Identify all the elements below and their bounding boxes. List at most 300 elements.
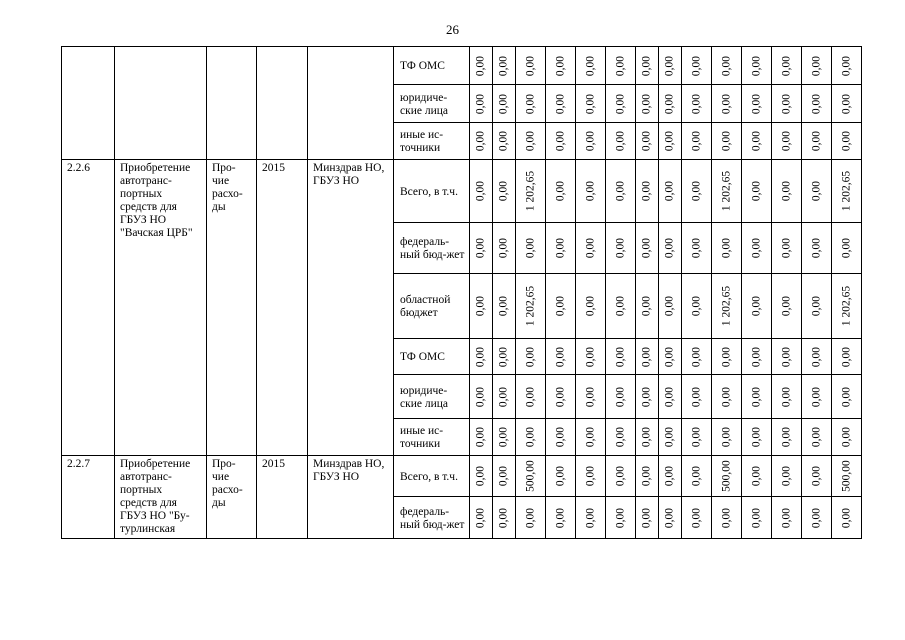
value-cell bbox=[772, 339, 802, 375]
value-text: 0,00 bbox=[663, 507, 676, 528]
value-text: 0,00 bbox=[750, 507, 762, 528]
value-cell bbox=[470, 375, 493, 419]
value-text: 0,00 bbox=[663, 295, 676, 317]
value-text: 0,00 bbox=[690, 426, 702, 448]
value-cell bbox=[802, 223, 832, 274]
value-text: 0,00 bbox=[720, 386, 732, 407]
value-cell bbox=[802, 123, 832, 160]
value-text: 0,00 bbox=[614, 386, 626, 407]
value-cell bbox=[470, 47, 493, 85]
value-text: 1 202,65 bbox=[840, 285, 852, 327]
value-text: 0,00 bbox=[497, 237, 510, 259]
value-text: 0,00 bbox=[810, 130, 822, 152]
value-text: 0,00 bbox=[750, 465, 762, 487]
value-text: 0,00 bbox=[554, 130, 566, 152]
value-cell bbox=[576, 419, 606, 456]
value-cell bbox=[636, 419, 659, 456]
value-text: 0,00 bbox=[663, 465, 676, 487]
value-cell bbox=[712, 419, 742, 456]
value-text: 0,00 bbox=[840, 93, 852, 114]
value-text: 0,00 bbox=[780, 130, 792, 152]
value-text: 0,00 bbox=[554, 507, 566, 528]
value-cell bbox=[772, 497, 802, 539]
value-cell bbox=[772, 123, 802, 160]
value-text: 0,00 bbox=[614, 507, 626, 528]
value-cell bbox=[546, 223, 576, 274]
value-cell bbox=[802, 47, 832, 85]
value-text: 0,00 bbox=[750, 237, 762, 259]
value-text: 0,00 bbox=[810, 386, 822, 407]
value-cell bbox=[682, 497, 712, 539]
value-cell bbox=[742, 47, 772, 85]
number-cell: 2.2.6 bbox=[62, 160, 115, 456]
value-cell bbox=[659, 123, 682, 160]
value-cell bbox=[470, 274, 493, 339]
value-cell bbox=[576, 497, 606, 539]
value-text: 0,00 bbox=[720, 426, 732, 448]
value-text: 0,00 bbox=[690, 507, 702, 528]
value-text: 1 202,65 bbox=[720, 285, 732, 327]
value-cell bbox=[802, 419, 832, 456]
value-text: 0,00 bbox=[810, 426, 822, 448]
value-cell bbox=[742, 456, 772, 497]
value-cell bbox=[470, 456, 493, 497]
value-text: 0,00 bbox=[750, 295, 762, 317]
value-text: 0,00 bbox=[614, 346, 626, 367]
value-cell bbox=[712, 456, 742, 497]
value-cell bbox=[636, 497, 659, 539]
value-text: 0,00 bbox=[663, 237, 676, 259]
value-cell bbox=[516, 47, 546, 85]
value-cell bbox=[742, 223, 772, 274]
value-text: 0,00 bbox=[780, 386, 792, 407]
value-text: 0,00 bbox=[614, 426, 626, 448]
value-cell bbox=[576, 274, 606, 339]
value-cell bbox=[802, 85, 832, 123]
value-cell bbox=[659, 456, 682, 497]
value-text: 0,00 bbox=[474, 386, 487, 407]
value-text: 0,00 bbox=[474, 426, 487, 448]
value-cell bbox=[712, 497, 742, 539]
name-cell: Приобретение автотранс-портных средств для ГБУЗ НО "Вачская ЦРБ" bbox=[115, 160, 207, 456]
value-text: 0,00 bbox=[780, 295, 792, 317]
value-cell bbox=[636, 274, 659, 339]
executor-cell: Минздрав НО, ГБУЗ НО bbox=[308, 160, 394, 456]
value-text: 0,00 bbox=[497, 386, 510, 407]
value-text: 0,00 bbox=[497, 55, 510, 76]
value-cell bbox=[546, 497, 576, 539]
value-cell bbox=[546, 456, 576, 497]
value-cell bbox=[606, 85, 636, 123]
value-cell bbox=[636, 223, 659, 274]
value-text: 0,00 bbox=[524, 93, 536, 114]
value-cell bbox=[832, 456, 862, 497]
value-text: 0,00 bbox=[720, 130, 732, 152]
value-cell bbox=[772, 375, 802, 419]
value-text: 0,00 bbox=[780, 93, 792, 114]
value-text: 0,00 bbox=[497, 130, 510, 152]
value-cell bbox=[606, 375, 636, 419]
value-cell bbox=[772, 419, 802, 456]
value-cell bbox=[636, 160, 659, 223]
value-text: 0,00 bbox=[497, 180, 510, 202]
value-text: 0,00 bbox=[690, 346, 702, 367]
value-text: 0,00 bbox=[690, 55, 702, 76]
value-text: 0,00 bbox=[584, 426, 596, 448]
value-text: 0,00 bbox=[614, 55, 626, 76]
table-row bbox=[62, 47, 862, 85]
budget-table bbox=[61, 46, 862, 539]
value-text: 0,00 bbox=[840, 237, 852, 259]
value-text: 0,00 bbox=[690, 295, 702, 317]
value-cell bbox=[712, 160, 742, 223]
value-cell bbox=[742, 375, 772, 419]
value-cell bbox=[832, 85, 862, 123]
value-text: 0,00 bbox=[640, 93, 653, 114]
value-cell bbox=[659, 223, 682, 274]
value-text: 0,00 bbox=[663, 55, 676, 76]
value-text: 0,00 bbox=[554, 386, 566, 407]
value-cell bbox=[470, 419, 493, 456]
value-text: 0,00 bbox=[640, 426, 653, 448]
value-cell bbox=[576, 85, 606, 123]
value-text: 0,00 bbox=[840, 346, 852, 367]
executor-cell bbox=[308, 47, 394, 160]
value-text: 0,00 bbox=[554, 426, 566, 448]
value-text: 0,00 bbox=[690, 386, 702, 407]
value-text: 0,00 bbox=[584, 55, 596, 76]
year-cell: 2015 bbox=[257, 456, 308, 539]
value-cell bbox=[772, 223, 802, 274]
value-cell bbox=[636, 339, 659, 375]
value-text: 0,00 bbox=[810, 346, 822, 367]
value-text: 0,00 bbox=[840, 55, 852, 76]
value-text: 1 202,65 bbox=[840, 170, 852, 212]
value-text: 0,00 bbox=[524, 55, 536, 76]
value-cell bbox=[772, 160, 802, 223]
value-text: 0,00 bbox=[474, 237, 487, 259]
value-cell bbox=[636, 85, 659, 123]
value-text: 0,00 bbox=[554, 346, 566, 367]
page-number: 26 bbox=[446, 22, 459, 37]
value-text: 0,00 bbox=[840, 507, 852, 528]
source-cell: юридиче-ские лица bbox=[394, 85, 470, 123]
value-cell bbox=[493, 160, 516, 223]
value-cell bbox=[546, 419, 576, 456]
value-cell bbox=[682, 456, 712, 497]
value-text: 500,00 bbox=[720, 460, 732, 492]
value-cell bbox=[802, 497, 832, 539]
value-cell bbox=[576, 47, 606, 85]
value-cell bbox=[493, 274, 516, 339]
value-cell bbox=[832, 274, 862, 339]
value-text: 0,00 bbox=[614, 180, 626, 202]
value-cell bbox=[576, 123, 606, 160]
value-text: 0,00 bbox=[584, 93, 596, 114]
value-cell bbox=[470, 160, 493, 223]
value-text: 0,00 bbox=[640, 180, 653, 202]
value-cell bbox=[772, 274, 802, 339]
value-text: 0,00 bbox=[614, 130, 626, 152]
value-text: 0,00 bbox=[554, 465, 566, 487]
source-cell: иные ис-точники bbox=[394, 123, 470, 160]
value-cell bbox=[802, 456, 832, 497]
value-cell bbox=[682, 47, 712, 85]
value-cell bbox=[682, 419, 712, 456]
value-cell bbox=[742, 85, 772, 123]
value-cell bbox=[516, 160, 546, 223]
value-cell bbox=[546, 47, 576, 85]
value-text: 0,00 bbox=[474, 93, 487, 114]
value-text: 0,00 bbox=[690, 237, 702, 259]
value-text: 0,00 bbox=[584, 237, 596, 259]
value-text: 0,00 bbox=[840, 426, 852, 448]
value-cell bbox=[606, 160, 636, 223]
category-cell bbox=[207, 47, 257, 160]
value-cell bbox=[802, 375, 832, 419]
value-text: 0,00 bbox=[524, 346, 536, 367]
value-cell bbox=[546, 123, 576, 160]
value-text: 0,00 bbox=[497, 465, 510, 487]
value-cell bbox=[772, 456, 802, 497]
value-cell bbox=[832, 160, 862, 223]
value-cell bbox=[546, 339, 576, 375]
value-text: 0,00 bbox=[474, 180, 487, 202]
value-text: 0,00 bbox=[840, 130, 852, 152]
source-cell: Всего, в т.ч. bbox=[394, 456, 470, 497]
value-text: 0,00 bbox=[750, 55, 762, 76]
value-cell bbox=[493, 123, 516, 160]
value-text: 0,00 bbox=[474, 507, 487, 528]
value-cell bbox=[659, 274, 682, 339]
value-text: 0,00 bbox=[614, 93, 626, 114]
value-cell bbox=[742, 497, 772, 539]
value-text: 1 202,65 bbox=[524, 170, 536, 212]
value-text: 0,00 bbox=[690, 465, 702, 487]
value-cell bbox=[516, 85, 546, 123]
value-cell bbox=[682, 339, 712, 375]
value-text: 0,00 bbox=[524, 237, 536, 259]
value-cell bbox=[516, 456, 546, 497]
value-cell bbox=[493, 497, 516, 539]
value-cell bbox=[516, 274, 546, 339]
value-cell bbox=[636, 123, 659, 160]
value-text: 0,00 bbox=[497, 346, 510, 367]
value-text: 0,00 bbox=[750, 386, 762, 407]
name-cell bbox=[115, 47, 207, 160]
source-cell: Всего, в т.ч. bbox=[394, 160, 470, 223]
value-cell bbox=[606, 497, 636, 539]
value-cell bbox=[606, 419, 636, 456]
value-text: 0,00 bbox=[497, 426, 510, 448]
value-text: 0,00 bbox=[690, 180, 702, 202]
value-text: 0,00 bbox=[614, 237, 626, 259]
value-cell bbox=[802, 274, 832, 339]
value-text: 0,00 bbox=[474, 55, 487, 76]
value-cell bbox=[712, 375, 742, 419]
source-cell: федераль-ный бюд-жет bbox=[394, 497, 470, 539]
value-cell bbox=[832, 339, 862, 375]
value-text: 0,00 bbox=[720, 55, 732, 76]
value-text: 0,00 bbox=[810, 55, 822, 76]
value-text: 0,00 bbox=[750, 426, 762, 448]
value-text: 0,00 bbox=[810, 295, 822, 317]
value-text: 0,00 bbox=[497, 295, 510, 317]
value-text: 0,00 bbox=[554, 237, 566, 259]
value-cell bbox=[742, 160, 772, 223]
value-text: 0,00 bbox=[640, 346, 653, 367]
value-cell bbox=[576, 223, 606, 274]
value-cell bbox=[832, 375, 862, 419]
value-cell bbox=[712, 85, 742, 123]
value-cell bbox=[516, 375, 546, 419]
value-text: 0,00 bbox=[614, 465, 626, 487]
value-cell bbox=[636, 456, 659, 497]
value-text: 0,00 bbox=[584, 346, 596, 367]
value-cell bbox=[636, 47, 659, 85]
value-cell bbox=[470, 339, 493, 375]
value-cell bbox=[493, 375, 516, 419]
value-cell bbox=[516, 419, 546, 456]
value-cell bbox=[516, 223, 546, 274]
value-text: 0,00 bbox=[584, 130, 596, 152]
value-cell bbox=[606, 339, 636, 375]
value-cell bbox=[712, 123, 742, 160]
value-text: 0,00 bbox=[663, 180, 676, 202]
value-text: 0,00 bbox=[780, 55, 792, 76]
value-text: 0,00 bbox=[720, 93, 732, 114]
value-cell bbox=[832, 123, 862, 160]
value-text: 0,00 bbox=[524, 507, 536, 528]
value-cell bbox=[516, 123, 546, 160]
value-text: 0,00 bbox=[750, 346, 762, 367]
value-cell bbox=[576, 160, 606, 223]
executor-cell: Минздрав НО, ГБУЗ НО bbox=[308, 456, 394, 539]
value-text: 0,00 bbox=[663, 93, 676, 114]
number-cell bbox=[62, 47, 115, 160]
value-text: 0,00 bbox=[474, 130, 487, 152]
value-cell bbox=[682, 123, 712, 160]
value-text: 0,00 bbox=[584, 180, 596, 202]
value-text: 0,00 bbox=[524, 386, 536, 407]
value-cell bbox=[742, 419, 772, 456]
value-cell bbox=[682, 223, 712, 274]
value-cell bbox=[493, 339, 516, 375]
year-cell bbox=[257, 47, 308, 160]
value-cell bbox=[576, 456, 606, 497]
value-cell bbox=[802, 339, 832, 375]
value-cell bbox=[470, 223, 493, 274]
value-text: 0,00 bbox=[497, 507, 510, 528]
value-text: 1 202,65 bbox=[720, 170, 732, 212]
value-text: 0,00 bbox=[750, 130, 762, 152]
year-cell: 2015 bbox=[257, 160, 308, 456]
value-text: 0,00 bbox=[474, 465, 487, 487]
value-text: 500,00 bbox=[840, 460, 852, 492]
value-text: 0,00 bbox=[524, 130, 536, 152]
value-text: 0,00 bbox=[810, 507, 822, 528]
value-text: 0,00 bbox=[640, 237, 653, 259]
category-cell: Про-чие расхо-ды bbox=[207, 456, 257, 539]
value-text: 0,00 bbox=[584, 465, 596, 487]
value-cell bbox=[712, 274, 742, 339]
value-text: 0,00 bbox=[810, 180, 822, 202]
value-cell bbox=[682, 375, 712, 419]
value-text: 0,00 bbox=[524, 426, 536, 448]
value-text: 0,00 bbox=[640, 465, 653, 487]
value-text: 0,00 bbox=[663, 386, 676, 407]
source-cell: областной бюджет bbox=[394, 274, 470, 339]
value-text: 0,00 bbox=[554, 55, 566, 76]
value-text: 0,00 bbox=[584, 507, 596, 528]
value-cell bbox=[772, 47, 802, 85]
source-cell: ТФ ОМС bbox=[394, 339, 470, 375]
value-cell bbox=[659, 497, 682, 539]
value-cell bbox=[493, 419, 516, 456]
value-text: 0,00 bbox=[640, 55, 653, 76]
value-cell bbox=[832, 497, 862, 539]
value-text: 0,00 bbox=[554, 295, 566, 317]
source-cell: федераль-ный бюд-жет bbox=[394, 223, 470, 274]
value-cell bbox=[742, 274, 772, 339]
value-cell bbox=[802, 160, 832, 223]
value-cell bbox=[493, 47, 516, 85]
value-text: 0,00 bbox=[780, 507, 792, 528]
value-text: 0,00 bbox=[554, 93, 566, 114]
value-text: 0,00 bbox=[720, 346, 732, 367]
value-text: 0,00 bbox=[663, 426, 676, 448]
value-cell bbox=[659, 375, 682, 419]
source-cell: иные ис-точники bbox=[394, 419, 470, 456]
category-cell: Про-чие расхо-ды bbox=[207, 160, 257, 456]
value-cell bbox=[712, 223, 742, 274]
value-text: 0,00 bbox=[663, 346, 676, 367]
value-cell bbox=[682, 274, 712, 339]
value-cell bbox=[606, 123, 636, 160]
value-cell bbox=[576, 375, 606, 419]
value-cell bbox=[470, 497, 493, 539]
value-text: 0,00 bbox=[780, 426, 792, 448]
value-cell bbox=[470, 85, 493, 123]
name-cell: Приобретение автотранс-портных средств для ГБУЗ НО "Бу-турлинская bbox=[115, 456, 207, 539]
value-text: 0,00 bbox=[584, 386, 596, 407]
table-row bbox=[62, 160, 862, 223]
value-text: 0,00 bbox=[720, 507, 732, 528]
value-cell bbox=[832, 419, 862, 456]
value-cell bbox=[546, 160, 576, 223]
value-cell bbox=[470, 123, 493, 160]
source-cell: юридиче-ские лица bbox=[394, 375, 470, 419]
value-text: 0,00 bbox=[780, 237, 792, 259]
value-text: 0,00 bbox=[690, 93, 702, 114]
value-cell bbox=[659, 419, 682, 456]
value-cell bbox=[772, 85, 802, 123]
value-cell bbox=[516, 339, 546, 375]
value-text: 0,00 bbox=[780, 346, 792, 367]
value-cell bbox=[682, 160, 712, 223]
value-text: 500,00 bbox=[524, 460, 536, 492]
value-cell bbox=[659, 339, 682, 375]
value-cell bbox=[493, 85, 516, 123]
value-cell bbox=[606, 47, 636, 85]
value-cell bbox=[493, 223, 516, 274]
value-cell bbox=[606, 274, 636, 339]
value-text: 0,00 bbox=[720, 237, 732, 259]
value-cell bbox=[606, 223, 636, 274]
value-cell bbox=[659, 47, 682, 85]
table-row bbox=[62, 456, 862, 497]
value-cell bbox=[659, 160, 682, 223]
